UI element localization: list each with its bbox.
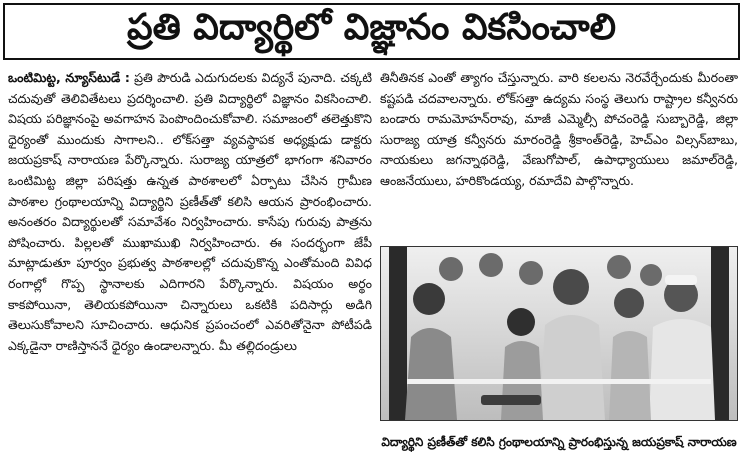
ribbon — [407, 379, 711, 384]
article-body-left: ప్రతి పౌరుడి ఎదుగుదలకు విద్యనే పునాది. చక్కటి చదువుతో తెలివితేటలు ప్రదర్శించాలి. ప్రతి విద్యార్థిలో విజ్ఞానం వికసించాలి. విషయ పరిజ్ఞానంపై అవగాహన పెంపొందించుకోవాలి. సమాజంలో తలెత్తుకొని ధైర్యంతో ముందుకు సాగాలని.. లోక్‌సత్తా వ్యవస్థాపక అధ్యక్షుడు డాక్టరు జయప్రకాష్ నారాయణ పేర్కొన్నారు. సురాజ్య యాత్రలో భాగంగా శనివారం ఒంటిమిట్ట జిల్లా పరిషత్తు ఉన్నత పాఠశాలలో ఏర్పాటు చేసిన గ్రామీణ పాఠశాల గ్రంథాలయాన్ని విద్యార్థిని ప్రణీత్‌తో కలిసి ఆయన ప్రారంభించారు. అనంతరం విద్యార్థులతో సమావేశం నిర్వహించారు. కాసేపు గురువు పాత్రను పోషించారు. పిల్లలతో ముఖాముఖి నిర్వహించారు. ఈ సందర్భంగా జేపీ మాట్లాడుతూ పూర్వం ప్రభుత్వ పాఠశాలల్లో చదువుకొన్న ఎంతోమంది వివిధ రంగాల్లో గొప్ప స్థానాలకు ఎదిగారని పేర్కొన్నారు. విషయం అర్థం కాకపోయినా, తెలియకపోయినా చిన్నారులు ఒకటికి పదిసార్లు అడిగి తెలుసుకోవాలని సూచించారు. ఆధునిక ప్రపంచంలో ఎవరితోనైనా పోటీపడి ఎక్కడైనా రాణిస్తాననే ధైర్యం ఉండాలన్నారు. మీ తల్లిదండ్రులు — [8, 70, 372, 353]
article-body-right: తినీతినక ఎంతో త్యాగం చేస్తున్నారు. వారి కలలను నెరవేర్చేందుకు మీరంతా కష్టపడి చదవాలన్నారు. లోక్‌సత్తా ఉద్యమ సంస్థ తెలుగు రాష్ట్రాల కన్వీనరు బండారు రామమోహన్‌రావు, మాజీ ఎమ్మెల్సీ పోచంరెడ్డి సుబ్బారెడ్డి, జిల్లా సురాజ్య యాత్ర కన్వీనరు మారంరెడ్డి శ్రీకాంత్‌రెడ్డి, హెచ్ఎం విల్సన్‌బాబు, నాయకులు జగన్నాథరెడ్డి, వేణుగోపాల్, ఉపాధ్యాయులు జమాల్‌రెడ్డి, ఆంజనేయులు, హరికొండయ్య, రమాదేవి పాల్గొన్నారు. — [380, 70, 738, 188]
door-frame-left — [389, 247, 407, 420]
dateline: ఒంటిమిట్ట, న్యూస్‌టుడే : — [8, 70, 130, 85]
tray — [481, 395, 541, 405]
article-paragraph-left — [8, 68, 372, 356]
headline: ప్రతి విద్యార్థిలో విజ్ఞానం వికసించాలి — [3, 3, 740, 60]
news-photo — [380, 246, 738, 421]
ribbon-cutting-photo — [381, 247, 737, 420]
article-column-right — [380, 68, 738, 192]
article-column-left — [8, 68, 372, 356]
photo-caption: విద్యార్థిని ప్రణీత్‌తో కలిసి గ్రంథాలయాన్ని ప్రారంభిస్తున్న జయప్రకాష్ నారాయణ — [381, 434, 737, 449]
